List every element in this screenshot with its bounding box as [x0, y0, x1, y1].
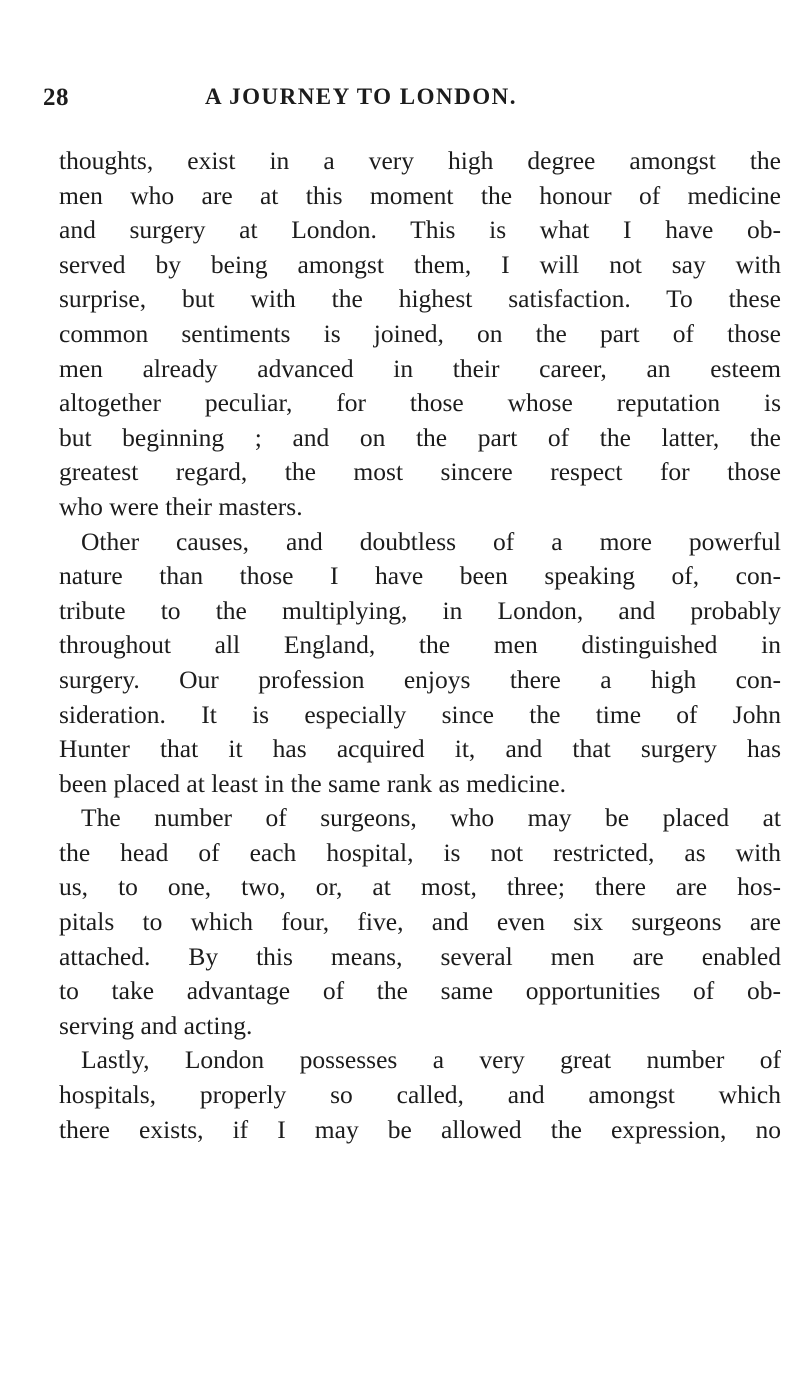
text-line: thoughts, exist in a very high degree amongst the [59, 146, 781, 175]
text-line: nature than those I have been speaking of, con- [59, 561, 781, 591]
text-line: but beginning ; and on the part of the latter, the [59, 422, 781, 452]
body-text [59, 144, 781, 1147]
text-line: surgery. Our profession enjoys there a high con- [59, 664, 781, 694]
text-line: there exists, if I may be allowed the expression, no [59, 1114, 781, 1144]
page-header [0, 84, 801, 124]
text-line: throughout all England, the men distinguished in [59, 630, 781, 660]
text-line: common sentiments is joined, on the part of those [59, 318, 781, 348]
text-line: surprise, but with the highest satisfaction. To these [59, 284, 781, 314]
text-line: us, to one, two, or, at most, three; there are hos- [59, 872, 781, 902]
text-line: Hunter that it has acquired it, and that surgery has [59, 734, 781, 764]
text-line: tribute to the multiplying, in London, and probably [59, 595, 781, 625]
text-line: men who are at this moment the honour of medicine [59, 180, 781, 210]
text-line: and surgery at London. This is what I have ob- [59, 215, 781, 245]
running-title: A JOURNEY TO LONDON. [205, 84, 518, 109]
text-line: greatest regard, the most sincere respect for those [59, 457, 781, 487]
text-line: to take advantage of the same opportunities of ob- [59, 976, 781, 1006]
text-line: been placed at least in the same rank as medicine. [59, 768, 566, 798]
text-line: pitals to which four, five, and even six surgeons are [59, 907, 781, 937]
text-line: who were their masters. [59, 491, 303, 521]
text-line: men already advanced in their career, an esteem [59, 353, 781, 383]
paragraph-start-line: Lastly, London possesses a very great number of [81, 1045, 781, 1075]
text-line: sideration. It is especially since the time of John [59, 699, 781, 729]
text-line: served by being amongst them, I will not say with [59, 249, 781, 279]
text-line: the head of each hospital, is not restricted, as with [59, 837, 781, 867]
paragraph-start-line: The number of surgeons, who may be placed at [81, 803, 781, 833]
text-line: altogether peculiar, for those whose reputation is [59, 388, 781, 418]
text-line: attached. By this means, several men are enabled [59, 941, 781, 971]
text-line: serving and acting. [59, 1010, 253, 1040]
page-number: 28 [43, 84, 69, 111]
paragraph-start-line: Other causes, and doubtless of a more powerful [81, 526, 781, 556]
text-line: hospitals, properly so called, and amongst which [59, 1080, 781, 1110]
